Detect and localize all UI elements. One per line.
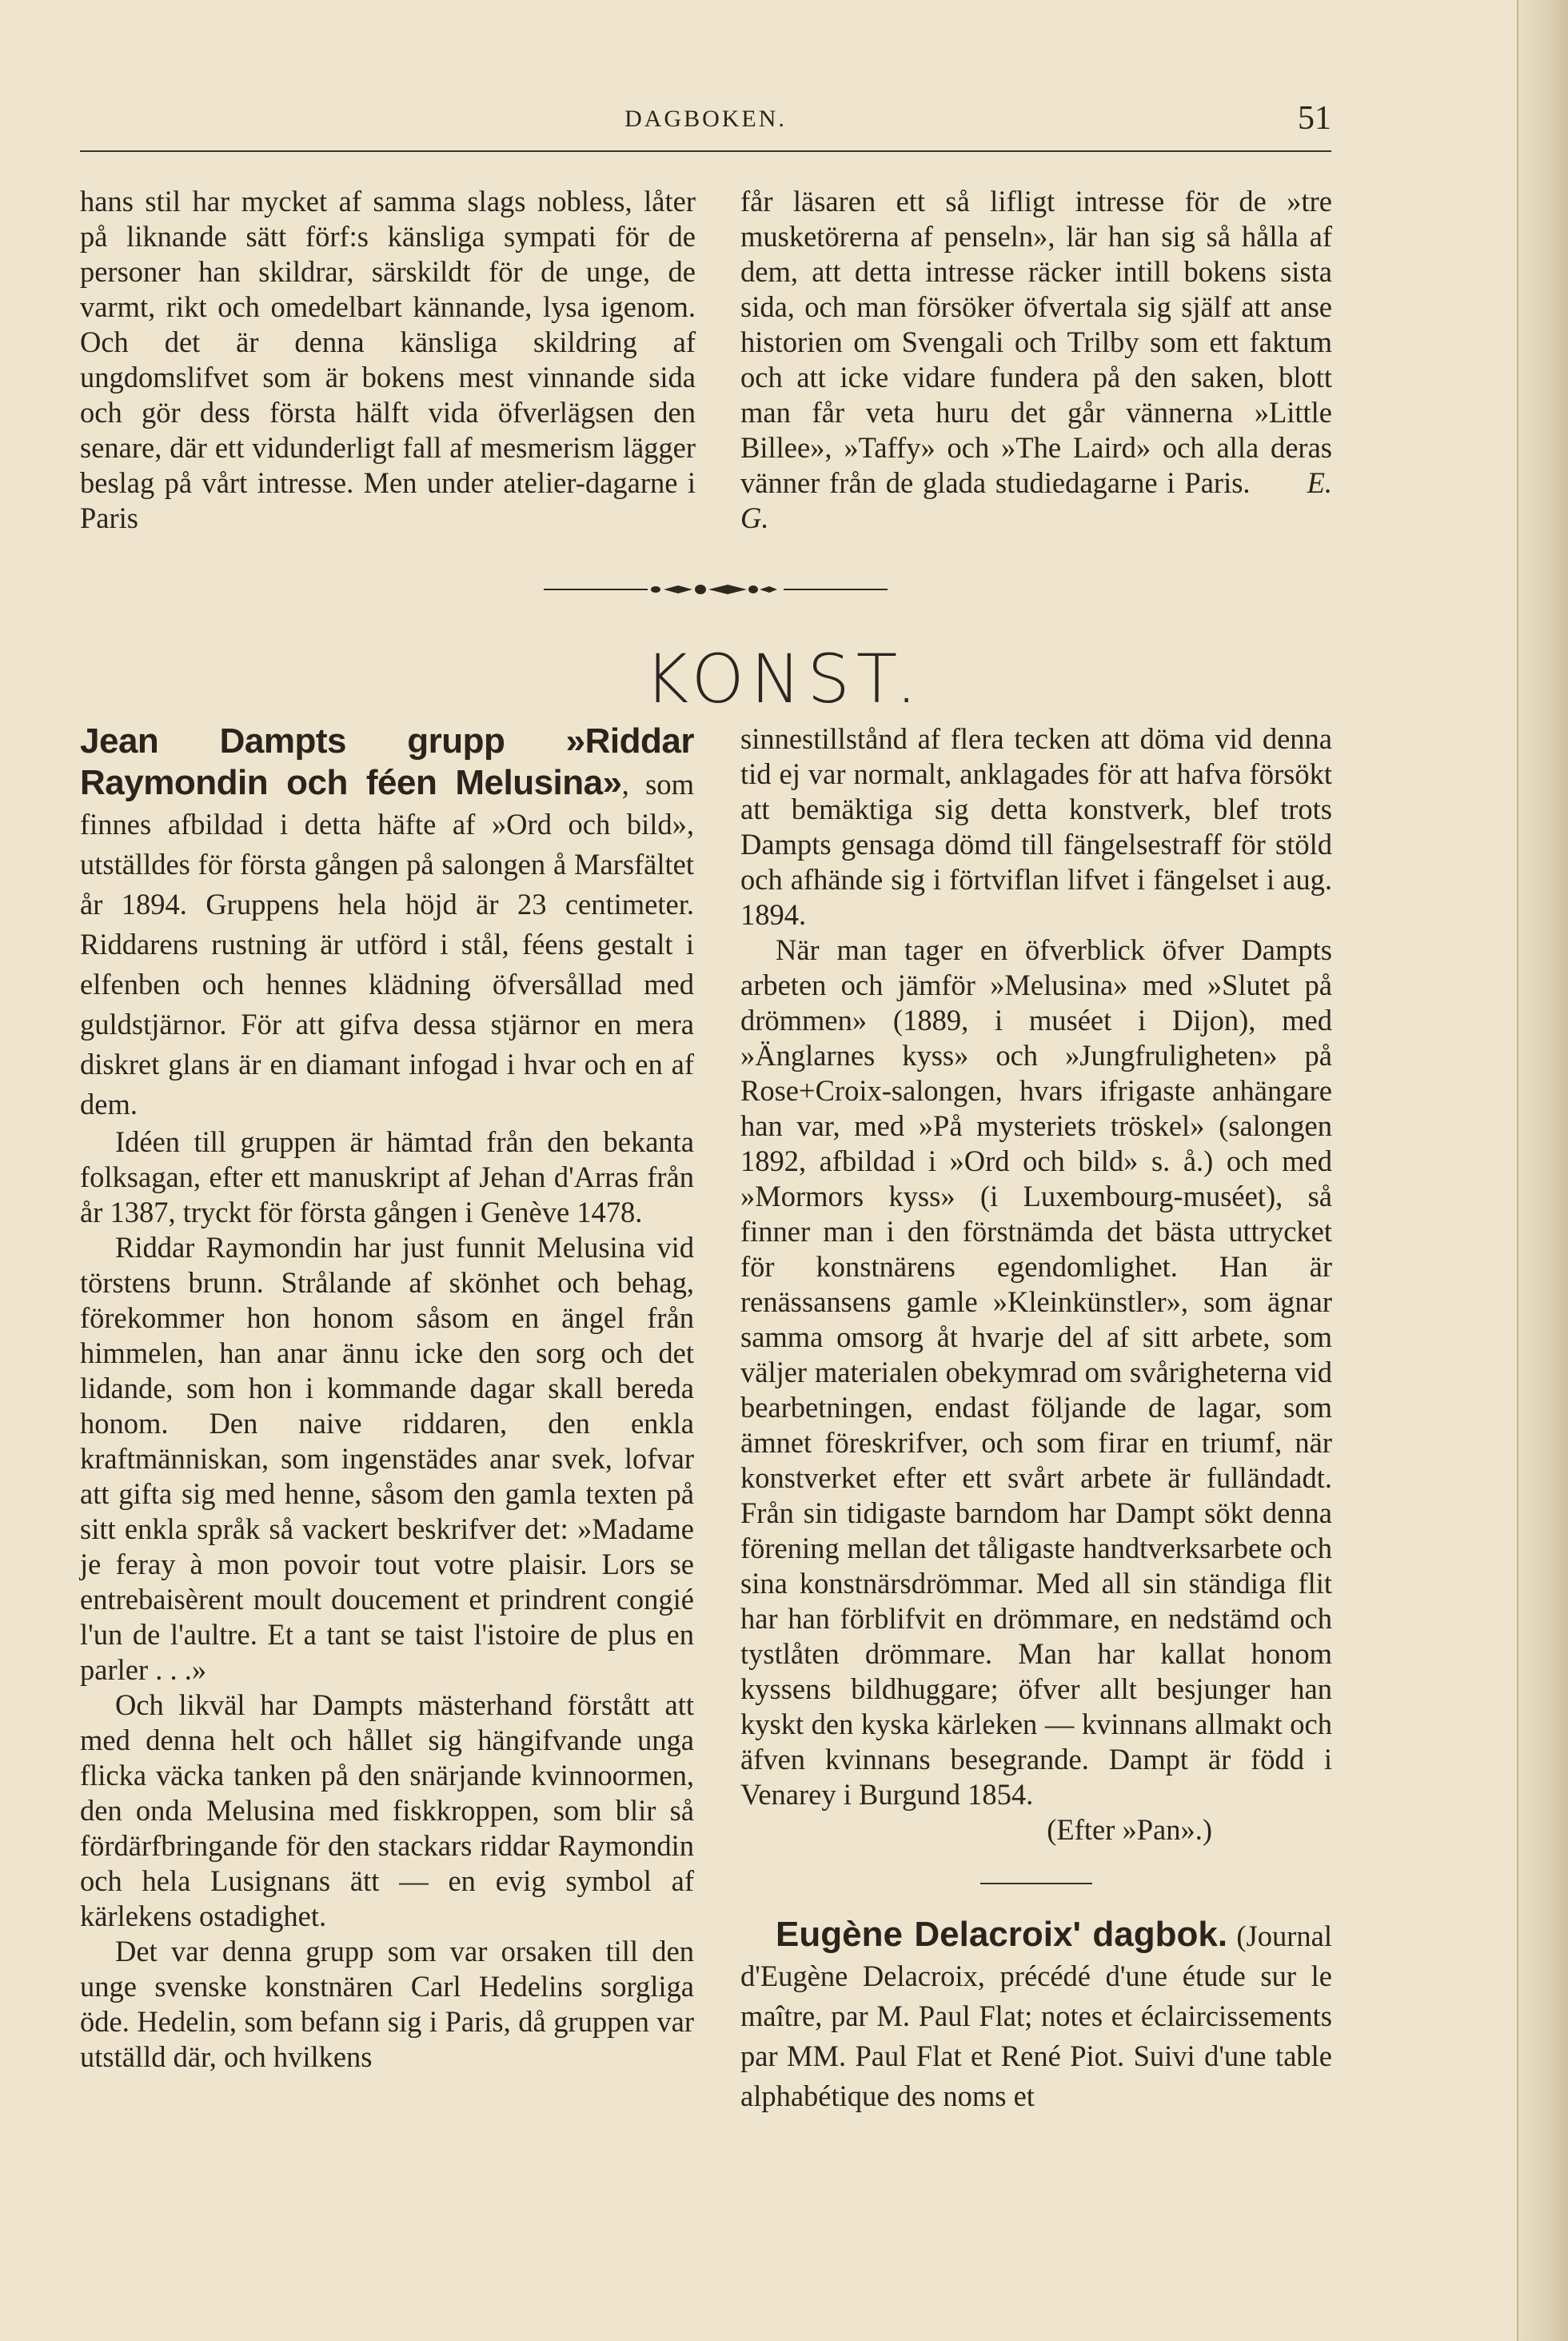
- delacroix-text: (Journal d'Eugène Delacroix, précédé d'une étude sur le maître, par M. Paul Flat; notes et éclaircissements par MM. Paul Flat et René Piot. Suivi d'une table alphabétique des noms et: [740, 1920, 1332, 2112]
- article-lead: , som finnes afbildad i detta häfte af »Ord och bild», utställdes för första gången på salongen å Marsfältet år 1894. Gruppens hela höjd är 23 centimeter. Riddarens rustning är utförd i stål, féens gestalt i elfenben och hennes klädning öfversållad med guldstjärnor. För att gifva dessa stjärnor en mera diskret glans är en diamant infogad i hvar och en af dem.: [80, 768, 694, 1121]
- header-rule: [80, 150, 1331, 152]
- review-signature: E. G.: [740, 466, 1332, 534]
- section-ornament: [544, 577, 888, 601]
- running-title: DAGBOKEN.: [624, 106, 787, 132]
- running-head: [80, 100, 1331, 154]
- delacroix-heading: Eugène Delacroix' dagbok.: [776, 1915, 1228, 1954]
- konst-left-column: [80, 721, 694, 2075]
- konst-paragraph: sinnestillstånd af flera tecken att döma vid denna tid ej var normalt, anklagades för att hafva försökt att bemäktiga sig detta konstverk, blef trots Dampts gensaga dömd till fängelsestraff för stöld och afhände sig i förtviflan lifvet i fängelset i aug. 1894.: [740, 722, 1332, 931]
- page-number: 51: [1298, 100, 1331, 137]
- review-paragraph: hans stil har mycket af samma slags nobless, låter på liknande sätt förf:s känsliga sympati för de personer han skildrar, särskildt för de unge, de varmt, rikt och omedelbart kännande, lysa igenom. Och det är denna känsliga skildring af ungdomslifvet som är bokens mest vinnande sida och gör dess första hälft vida öfverlägsen den senare, där ett vidunderligt fall af mesmerism lägger beslag på vårt intresse. Men under atelier-dagarne i Paris: [80, 185, 696, 534]
- review-text: får läsaren ett så lifligt intresse för de »tre musketörerna af penseln», lär han sig så hålla af dem, att detta intresse räcker intill bokens sista sida, och man försöker öfvertala sig själf att anse historien om Svengali och Trilby som ett faktum och att icke vidare fundera på den saken, blott man får veta huru det går vännerna »Little Billee», »Taffy» och »The Laird» och alla deras vänner från de glada studiedagarne i Paris.: [740, 185, 1332, 499]
- review-continued-left-column: [80, 184, 696, 536]
- konst-paragraph-lead: [80, 721, 694, 1125]
- konst-paragraph: Och likväl har Dampts mästerhand förstått att med denna helt och hållet sig hängifvande unga flicka väcka tanken på den snärjande kvinnoormen, den onda Melusina med fiskkroppen, som blir så fördärfbringande för den stackars riddar Raymondin och hela Lusignans ätt — en evig symbol af kärlekens ostadighet.: [80, 1688, 694, 1932]
- delacroix-paragraph: [740, 1915, 1332, 2116]
- article-separator: [980, 1883, 1092, 1884]
- konst-paragraph: Idéen till gruppen är hämtad från den bekanta folksagan, efter ett manuskript af Jehan d'Arras från år 1387, tryckt för första gången i Genève 1478.: [80, 1125, 694, 1228]
- source-credit: (Efter »Pan».): [1047, 1813, 1212, 1846]
- konst-paragraph: Riddar Raymondin har just funnit Melusina vid törstens brunn. Strålande af skönhet och behag, förekommer hon honom såsom en ängel från himmelen, han anar ännu icke den sorg och det lidande, som hon i kommande dagar skall bereda honom. Den naive riddaren, den enkla kraftmänniskan, som ingenstädes anar svek, lofvar att gifta sig med henne, såsom den gamla texten på sitt enkla språk så vackert beskrifver det: »Madame je feray à mon povoir tout votre plaisir. Lors se entrebaisèrent moult doucement et prindrent congié l'un de l'aultre. Et a tant se taist l'istoire de plus en parler . . .»: [80, 1231, 694, 1686]
- section-title: KONST.: [644, 640, 924, 718]
- konst-right-column: [740, 721, 1332, 2116]
- article-heading: Jean Dampts grupp »Riddar Raymondin och féen Melusina»: [80, 721, 694, 802]
- review-paragraph-end: [740, 184, 1332, 536]
- konst-paragraph: Det var denna grupp som var orsaken till den unge svenske konstnären Carl Hedelins sorgliga öde. Hedelin, som befann sig i Paris, då gruppen var utställd där, och hvilkens: [80, 1935, 694, 2073]
- konst-paragraph: När man tager en öfverblick öfver Dampts arbeten och jämför »Melusina» med »Slutet på drömmen» (1889, i muséet i Dijon), med »Änglarnes kyss» och »Jungfruligheten» på Rose+Croix-salongen, hvars ifrigaste anhängare han var, med »På mysteriets tröskel» (salongen 1892, afbildad i »Ord och bild» s. å.) och med »Mormors kyss» (i Luxembourg-muséet), så finner man i den förstnämda det bästa uttrycket för konstnärens egendomlighet. Han är renässansens gamle »Kleinkünstler», som ägnar samma omsorg åt hvarje del af sitt arbete, som väljer materialen obekymrad om svårigheterna vid bearbetningen, endast följande de lagar, som ämnet föreskrifver, och som firar en triumf, när konstverket efter ett svårt arbete är fulländadt. Från sin tidigaste barndom har Dampt sökt denna förening mellan det tåligaste handtverksarbete och sina konstnärsdrömmar. Med all sin ständiga flit har han förblifvit en drömmare, en nedstämd och tystlåten drömmare. Man har kallat honom kyssens bildhuggare; öfver allt besjunger han kyskt den kyska kärleken — kvinnans allmakt och äfven kvinnans besegrande. Dampt är född i Venarey i Burgund 1854.: [740, 933, 1332, 1811]
- review-continued-right-column: [740, 184, 1332, 536]
